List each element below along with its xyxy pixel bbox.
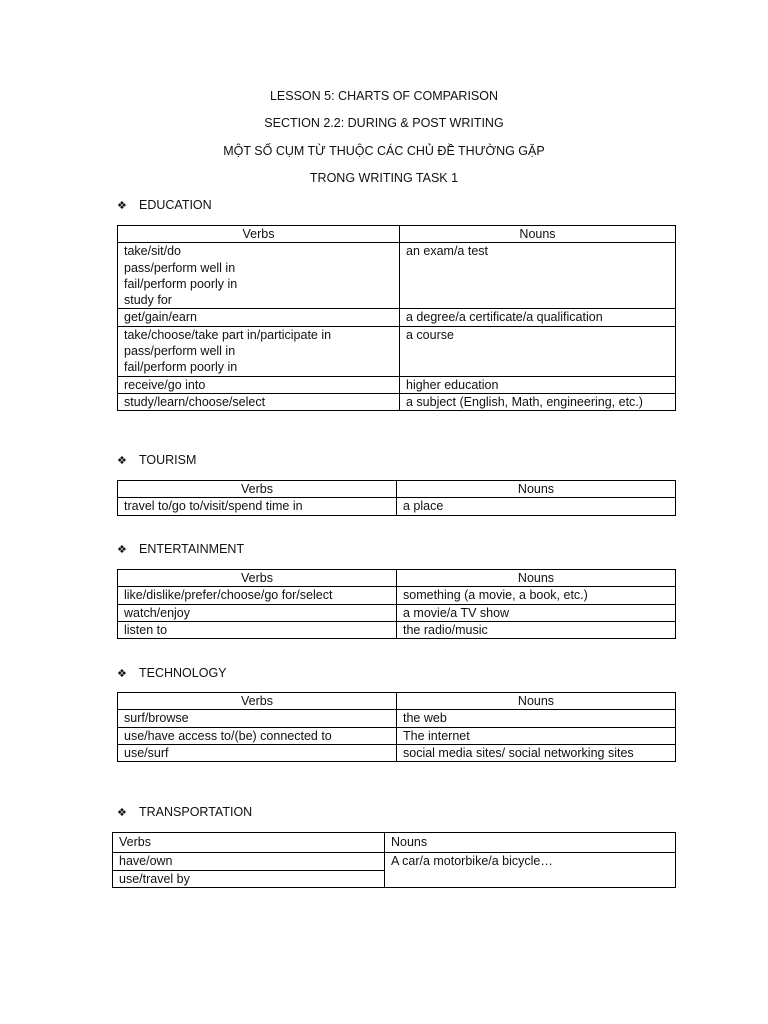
table-row: [118, 498, 676, 515]
noun-cell: A car/a motorbike/a bicycle…: [385, 853, 676, 888]
verbs-cell: [118, 326, 400, 376]
noun-cell: the web: [397, 710, 676, 727]
diamond-bullet-icon: ❖: [117, 807, 127, 819]
verbs-cell: watch/enjoy: [118, 604, 397, 621]
verb-text: fail/perform poorly in: [124, 276, 238, 291]
diamond-bullet-icon: ❖: [117, 668, 127, 680]
noun-cell: The internet: [397, 727, 676, 744]
verbs-cell: listen to: [118, 621, 397, 638]
tourism-title: TOURISM: [139, 453, 197, 467]
verb-text: pass/perform well in: [124, 344, 236, 359]
verbs-cell: use/have access to/(be) connected to: [118, 727, 397, 744]
verbs-cell: [118, 309, 400, 326]
verbs-cell: [118, 376, 400, 393]
col-nouns-header: Nouns: [397, 481, 676, 498]
table-header-row: [118, 226, 676, 243]
entertainment-heading: [117, 541, 244, 558]
noun-cell: the radio/music: [397, 621, 676, 638]
table-row: [118, 710, 676, 727]
verb-text: get/gain/earn: [124, 310, 197, 325]
education-title: EDUCATION: [139, 198, 212, 212]
table-row: [118, 309, 676, 326]
subtitle-line-1: MỘT SỐ CỤM TỪ THUỘC CÁC CHỦ ĐỀ THƯỜNG GẶP: [223, 144, 545, 158]
col-nouns-header: Nouns: [397, 570, 676, 587]
col-verbs-header: Verbs: [118, 570, 397, 587]
verb-text: take/sit/do: [124, 244, 181, 259]
col-nouns-header: Nouns: [385, 833, 676, 853]
verb-text: receive/go into: [124, 377, 206, 392]
verb-text: pass/perform well in: [124, 260, 236, 275]
table-header-row: [118, 570, 676, 587]
education-table: [117, 225, 676, 411]
noun-cell: social media sites/ social networking sites: [397, 744, 676, 761]
table-row: [118, 376, 676, 393]
diamond-bullet-icon: ❖: [117, 200, 127, 212]
noun-cell: something (a movie, a book, etc.): [397, 587, 676, 604]
table-header-row: [118, 693, 676, 710]
technology-table: [117, 692, 676, 762]
table-row: [118, 587, 676, 604]
col-nouns-header: Nouns: [397, 693, 676, 710]
tourism-heading: [117, 452, 196, 469]
diamond-bullet-icon: ❖: [117, 455, 127, 467]
technology-title: TECHNOLOGY: [139, 666, 227, 680]
table-header-row: [118, 481, 676, 498]
section-title: SECTION 2.2: DURING & POST WRITING: [264, 116, 504, 130]
verbs-cell: have/own: [113, 853, 385, 870]
col-verbs-header: Verbs: [118, 481, 397, 498]
table-row: [118, 326, 676, 376]
subtitle-line-2: TRONG WRITING TASK 1: [309, 171, 459, 185]
table-row: [118, 393, 676, 410]
col-nouns-header: Nouns: [400, 226, 676, 243]
verbs-cell: [118, 243, 400, 309]
table-row: [118, 744, 676, 761]
transportation-table: [112, 832, 676, 888]
noun-cell: an exam/a test: [400, 243, 676, 309]
col-verbs-header: Verbs: [118, 693, 397, 710]
table-row: [113, 853, 676, 870]
noun-cell: higher education: [400, 376, 676, 393]
entertainment-table: [117, 569, 676, 639]
verbs-cell: travel to/go to/visit/spend time in: [118, 498, 397, 515]
verb-text: fail/perform poorly in: [124, 360, 238, 375]
verbs-cell: use/travel by: [113, 870, 385, 887]
noun-cell: a movie/a TV show: [397, 604, 676, 621]
col-verbs-header: Verbs: [118, 226, 400, 243]
table-row: [118, 604, 676, 621]
table-header-row: [113, 833, 676, 853]
noun-cell: a course: [400, 326, 676, 376]
verbs-cell: [118, 393, 400, 410]
lesson-title: LESSON 5: CHARTS OF COMPARISON: [269, 89, 499, 103]
transportation-title: TRANSPORTATION: [139, 805, 253, 819]
verb-text: take/choose/take part in/participate in: [124, 327, 332, 342]
verb-text: study for: [124, 293, 172, 308]
verbs-cell: like/dislike/prefer/choose/go for/select: [118, 587, 397, 604]
table-row: [118, 243, 676, 309]
noun-cell: a subject (English, Math, engineering, etc.): [400, 393, 676, 410]
table-row: [118, 621, 676, 638]
noun-cell: a degree/a certificate/a qualification: [400, 309, 676, 326]
table-row: [118, 727, 676, 744]
transportation-heading: [117, 804, 252, 821]
noun-cell: a place: [397, 498, 676, 515]
education-heading: [117, 197, 212, 214]
technology-heading: [117, 665, 227, 682]
verb-text: study/learn/choose/select: [124, 394, 266, 409]
col-verbs-header: Verbs: [113, 833, 385, 853]
entertainment-title: ENTERTAINMENT: [139, 542, 245, 556]
verbs-cell: surf/browse: [118, 710, 397, 727]
diamond-bullet-icon: ❖: [117, 544, 127, 556]
verbs-cell: use/surf: [118, 744, 397, 761]
tourism-table: [117, 480, 676, 516]
